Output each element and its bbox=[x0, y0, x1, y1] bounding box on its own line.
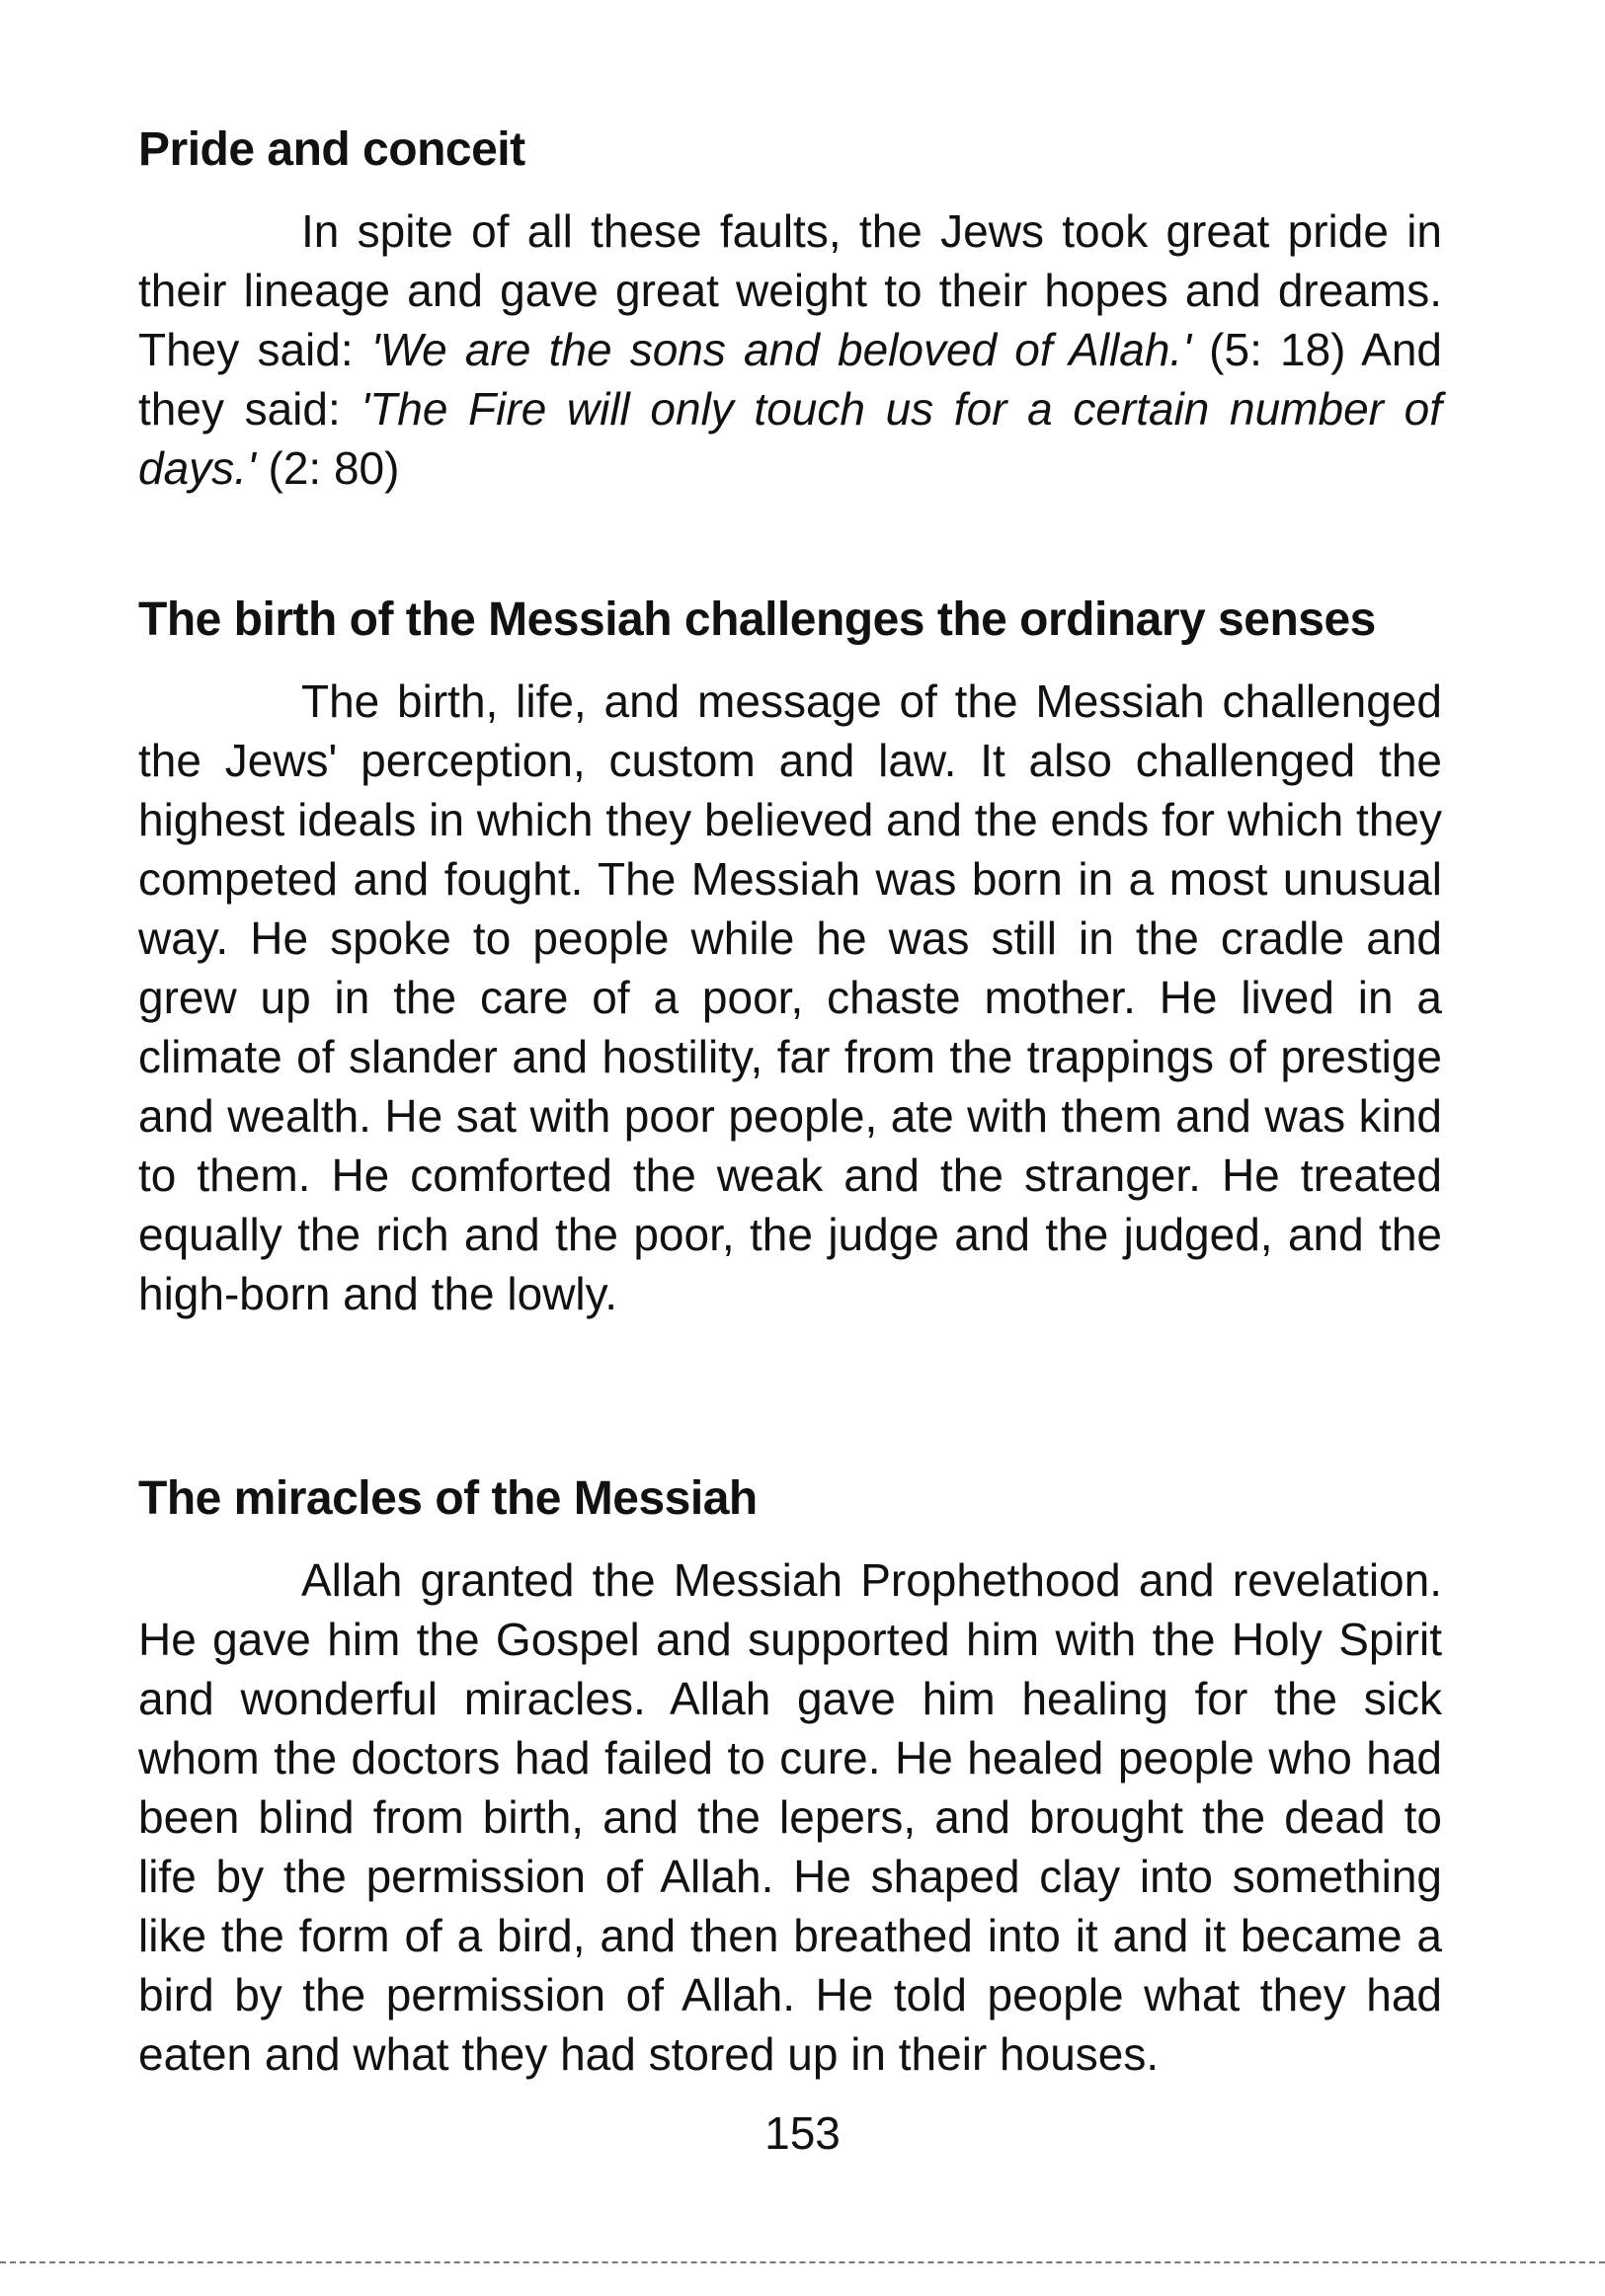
page-edge-divider bbox=[0, 2261, 1605, 2263]
body-paragraph: The birth, life, and message of the Messiah challenged the Jews' perception, custom and law. It also challenged the highest ideals in which they believed and the ends for which they competed and fought. The Messiah was born in a most unusual way. He spoke to people while he was still in the cradle and grew up in the care of a poor, chaste mother. He lived in a climate of slander and hostility, far from the trappings of prestige and wealth. He sat with poor people, ate with them and was kind to them. He comforted the weak and the stranger. He treated equally the rich and the poor, the judge and the judged, and the high-born and the lowly. bbox=[138, 675, 1442, 1319]
section-heading: The birth of the Messiah challenges the ordinary senses bbox=[138, 594, 1376, 646]
section-pride-and-conceit bbox=[138, 120, 1442, 498]
section-heading: Pride and conceit bbox=[138, 123, 525, 176]
quran-quote: 'We are the sons and beloved of Allah.' bbox=[370, 324, 1191, 375]
body-paragraph: Allah granted the Messiah Prophethood and revelation. He gave him the Gospel and supported him with the Holy Spirit and wonderful miracles. Allah gave him healing for the sick whom the doctors had failed to cure. He healed people who had been blind from birth, and the lepers, and brought the dead to life by the permission of Allah. He shaped clay into something like the form of a bird, and then breathed into it and it became a bird by the permission of Allah. He told people what they had eaten and what they had stored up in their houses. bbox=[138, 1554, 1442, 2080]
verse-reference: (5: 18) And they said: bbox=[138, 324, 1442, 435]
section-heading: The miracles of the Messiah bbox=[138, 1472, 758, 1525]
section-birth-of-messiah bbox=[138, 591, 1442, 1323]
paragraph-text: In spite of all these faults, the Jews took great pride in their lineage and gave great weight to their hopes and dreams. They said: bbox=[138, 205, 1442, 375]
verse-reference: (2: 80) bbox=[255, 442, 400, 494]
section-miracles-of-messiah bbox=[138, 1469, 1442, 2084]
page-number: 153 bbox=[764, 2107, 841, 2159]
body-paragraph bbox=[138, 201, 1442, 498]
quran-quote: 'The Fire will only touch us for a certain number of days.' bbox=[138, 383, 1442, 494]
